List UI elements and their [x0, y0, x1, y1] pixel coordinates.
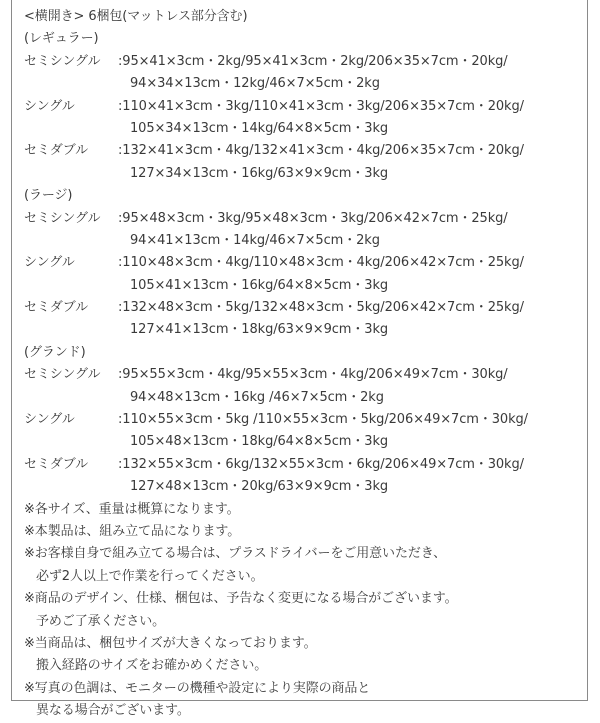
note-design-change: ※商品のデザイン、仕様、梱包は、予告なく変更になる場合がございます。 — [24, 591, 458, 607]
package-header: <横開き> 6梱包(マットレス部分含む) — [24, 9, 248, 24]
note-package-size: ※当商品は、梱包サイズが大きくなっております。 — [24, 635, 317, 651]
note-design-change-cont: 予めご了承ください。 — [36, 613, 166, 629]
dims-line: :132×55×3cm・6kg/132×55×3cm・6kg/206×49×7cm・30kg/ — [118, 456, 524, 472]
size-label: セミダブル — [24, 143, 88, 159]
size-row-grand-single — [24, 409, 584, 454]
group-title-regular: (レギュラー) — [24, 31, 99, 47]
size-label: シングル — [24, 98, 75, 114]
size-row-regular-semi-double — [24, 140, 584, 185]
note-package-size-cont: 搬入経路のサイズをお確かめください。 — [36, 658, 268, 674]
spec-text-block — [24, 6, 584, 723]
size-row-large-semi-double — [24, 297, 584, 342]
note-color-tone-cont: 異なる場合がございます。 — [36, 703, 190, 719]
size-label: シングル — [24, 255, 75, 271]
dims-line: 127×34×13cm・16kg/63×9×9cm・3kg — [130, 165, 389, 181]
dims-line: 94×34×13cm・12kg/46×7×5cm・2kg — [130, 76, 380, 92]
size-row-regular-single — [24, 96, 584, 141]
size-row-regular-semi-single — [24, 51, 584, 96]
size-label: セミシングル — [24, 367, 101, 383]
dims-line: :95×48×3cm・3kg/95×48×3cm・3kg/206×42×7cm・25kg/ — [118, 210, 508, 226]
dims-line: 105×48×13cm・18kg/64×8×5cm・3kg — [130, 434, 389, 450]
size-label: セミダブル — [24, 300, 88, 316]
dims-line: 127×41×13cm・18kg/63×9×9cm・3kg — [130, 322, 389, 338]
size-row-large-single — [24, 252, 584, 297]
dims-line: :132×48×3cm・5kg/132×48×3cm・5kg/206×42×7cm・25kg/ — [118, 300, 524, 316]
dims-line: 127×48×13cm・20kg/63×9×9cm・3kg — [130, 479, 389, 495]
dims-line: :110×48×3cm・4kg/110×48×3cm・4kg/206×42×7cm・25kg/ — [118, 255, 524, 271]
note-screwdriver: ※お客様自身で組み立てる場合は、プラスドライバーをご用意いただき、 — [24, 546, 447, 562]
dims-line: 105×41×13cm・16kg/64×8×5cm・3kg — [130, 277, 389, 293]
note-assembly: ※本製品は、組み立て品になります。 — [24, 523, 241, 539]
dims-line: 105×34×13cm・14kg/64×8×5cm・3kg — [130, 120, 389, 136]
size-label: セミシングル — [24, 53, 101, 69]
dims-line: 94×41×13cm・14kg/46×7×5cm・2kg — [130, 232, 380, 248]
size-label: セミダブル — [24, 456, 88, 472]
size-label: シングル — [24, 412, 75, 428]
dims-line: :95×41×3cm・2kg/95×41×3cm・2kg/206×35×7cm・20kg/ — [118, 53, 508, 69]
dims-line: :110×41×3cm・3kg/110×41×3cm・3kg/206×35×7cm・20kg/ — [118, 98, 524, 114]
group-title-grand: (グランド) — [24, 344, 86, 360]
dims-line: 94×48×13cm・16kg /46×7×5cm・2kg — [130, 389, 384, 405]
size-row-grand-semi-double — [24, 454, 584, 499]
group-title-large: (ラージ) — [24, 188, 73, 204]
note-screwdriver-cont: 必ず2人以上で作業を行ってください。 — [36, 568, 264, 584]
size-row-large-semi-single — [24, 208, 584, 253]
size-label: セミシングル — [24, 210, 101, 226]
note-color-tone: ※写真の色調は、モニターの機種や設定により実際の商品と — [24, 680, 371, 696]
dims-line: :132×41×3cm・4kg/132×41×3cm・4kg/206×35×7cm・20kg/ — [118, 143, 524, 159]
dims-line: :110×55×3cm・5kg /110×55×3cm・5kg/206×49×7cm・30kg/ — [118, 412, 528, 428]
dims-line: :95×55×3cm・4kg/95×55×3cm・4kg/206×49×7cm・30kg/ — [118, 367, 508, 383]
note-weight: ※各サイズ、重量は概算になります。 — [24, 501, 240, 517]
size-row-grand-semi-single — [24, 364, 584, 409]
